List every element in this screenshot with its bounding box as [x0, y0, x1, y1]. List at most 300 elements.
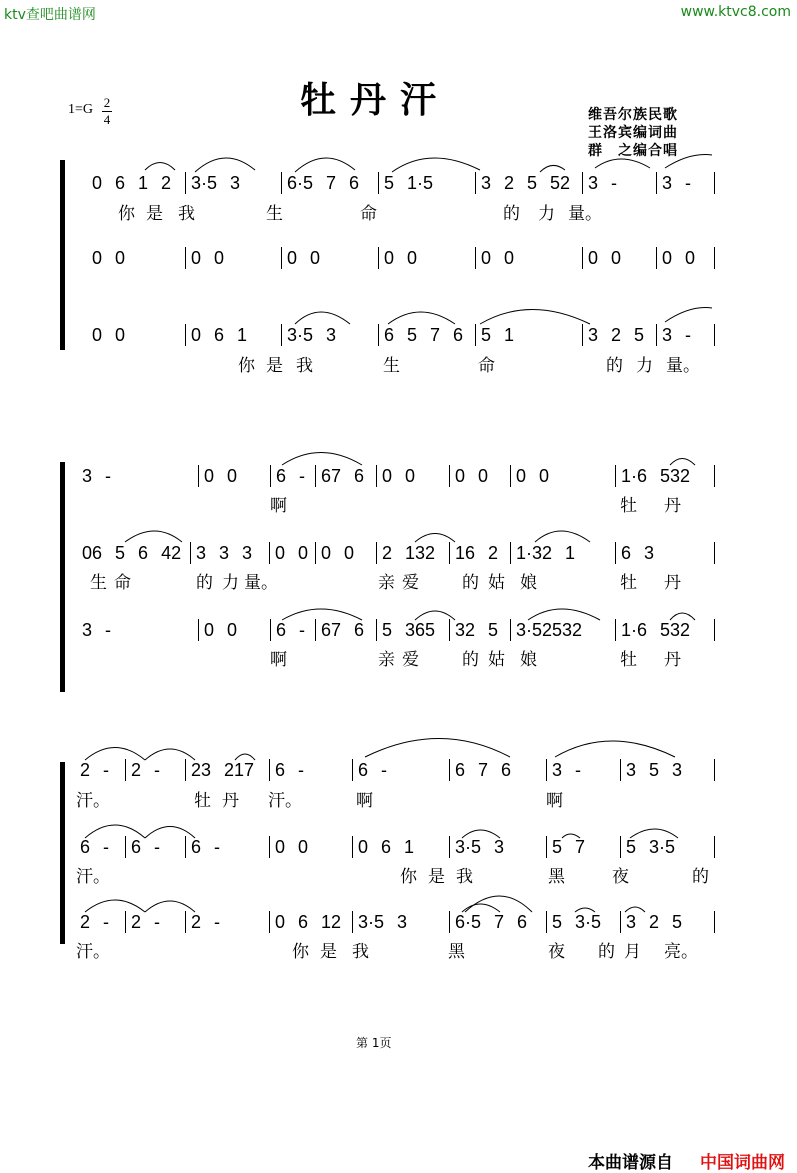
bar-line: [376, 465, 377, 487]
measure: [662, 324, 691, 346]
measure: [131, 836, 160, 858]
bar-line: [582, 324, 583, 346]
lyric-syllable: 力: [636, 356, 653, 376]
note-group: 0: [298, 543, 309, 563]
lyric-syllable: 月: [624, 942, 641, 962]
bar-line: [714, 911, 715, 933]
lyric-syllable: 啊: [546, 791, 563, 811]
measure: [287, 247, 320, 269]
note-group: 3: [326, 325, 337, 345]
note-group: 0: [588, 248, 599, 268]
lyric-syllable: 的: [462, 573, 479, 593]
measure: [552, 911, 601, 933]
bar-line: [582, 247, 583, 269]
note-group: -: [299, 620, 306, 640]
lyric-syllable: 丹: [664, 650, 681, 670]
bar-line: [269, 911, 270, 933]
note-group: -: [103, 760, 110, 780]
bar-line: [269, 759, 270, 781]
bar-line: [714, 836, 715, 858]
measure: [626, 911, 682, 933]
bar-line: [449, 619, 450, 641]
note-group: 0: [191, 248, 202, 268]
measure: [92, 247, 125, 269]
lyric-syllable: 牡: [194, 791, 211, 811]
bar-line: [352, 759, 353, 781]
lyric-syllable: 的: [196, 573, 213, 593]
measure: [191, 836, 220, 858]
measure: [131, 911, 160, 933]
note-group: 3: [552, 760, 563, 780]
measure: [455, 542, 498, 564]
note-group: 3·5: [649, 837, 676, 857]
measure: [662, 172, 691, 194]
note-group: 3·5: [455, 837, 482, 857]
note-group: 3: [481, 173, 492, 193]
note-group: 6: [358, 760, 369, 780]
note-group: 0: [115, 248, 126, 268]
measure: [588, 172, 617, 194]
bar-line: [270, 619, 271, 641]
note-group: 132: [405, 543, 436, 563]
note-group: 42: [161, 543, 182, 563]
lyric-syllable: 的: [598, 942, 615, 962]
note-group: 2: [649, 912, 660, 932]
bar-line: [376, 619, 377, 641]
bar-line: [185, 324, 186, 346]
note-group: 5: [672, 912, 683, 932]
note-group: 23: [191, 760, 212, 780]
note-group: 0: [275, 837, 286, 857]
measure: [621, 465, 690, 487]
lyric-syllable: 生: [383, 356, 400, 376]
lyric-syllable: 你: [400, 867, 417, 887]
note-group: 0: [227, 466, 238, 486]
note-group: 6: [131, 837, 142, 857]
note-group: 6: [455, 760, 466, 780]
note-group: 3: [588, 173, 599, 193]
bar-line: [714, 619, 715, 641]
note-group: 3·5: [358, 912, 385, 932]
note-group: -: [154, 912, 161, 932]
note-group: -: [298, 760, 305, 780]
note-group: 0: [191, 325, 202, 345]
lyric-syllable: 命: [360, 204, 377, 224]
bar-line: [315, 619, 316, 641]
lyric-syllable: 牡: [620, 650, 637, 670]
note-group: 3·5: [575, 912, 602, 932]
note-group: 1·32: [516, 543, 553, 563]
measure: [204, 619, 237, 641]
note-group: -: [103, 837, 110, 857]
note-group: 3: [82, 466, 93, 486]
measure: [80, 911, 109, 933]
note-group: 6: [349, 173, 360, 193]
bar-line: [352, 911, 353, 933]
bar-line: [475, 247, 476, 269]
lyric-syllable: 你: [238, 356, 255, 376]
note-group: 2: [382, 543, 393, 563]
measure: [131, 759, 160, 781]
note-group: 67: [321, 620, 342, 640]
bar-line: [449, 836, 450, 858]
bar-line: [281, 324, 282, 346]
note-group: 7: [494, 912, 505, 932]
note-group: 6·5: [287, 173, 314, 193]
bar-line: [281, 247, 282, 269]
note-group: -: [214, 912, 221, 932]
lyric-syllable: 爱: [402, 573, 419, 593]
note-group: 7: [478, 760, 489, 780]
lyric-syllable: 力: [222, 573, 239, 593]
measure: [552, 759, 581, 781]
measure: [455, 759, 511, 781]
measure: [191, 911, 220, 933]
note-group: -: [103, 912, 110, 932]
lyric-syllable: 夜: [548, 942, 565, 962]
note-group: 5: [481, 325, 492, 345]
note-group: 3: [662, 173, 673, 193]
lyric-syllable: 娘: [520, 650, 537, 670]
note-group: 0: [384, 248, 395, 268]
note-group: 3: [397, 912, 408, 932]
lyric-syllable: 是: [146, 204, 163, 224]
measure: [455, 911, 527, 933]
bar-line: [378, 172, 379, 194]
note-group: 6: [501, 760, 512, 780]
lyric-syllable: 丹: [664, 573, 681, 593]
lyric-syllable: 丹: [664, 496, 681, 516]
note-group: 0: [214, 248, 225, 268]
note-group: 532: [660, 466, 691, 486]
note-group: 0: [92, 173, 103, 193]
bar-line: [510, 619, 511, 641]
lyric-syllable: 啊: [270, 650, 287, 670]
measure: [321, 619, 364, 641]
measure: [92, 324, 125, 346]
note-group: 3: [219, 543, 230, 563]
note-group: 5: [649, 760, 660, 780]
note-group: 0: [92, 248, 103, 268]
bar-line: [615, 542, 616, 564]
note-group: 2: [80, 912, 91, 932]
measure: [662, 247, 695, 269]
note-group: 5: [626, 837, 637, 857]
measure: [481, 172, 570, 194]
note-group: 2: [80, 760, 91, 780]
lyric-syllable: 我: [352, 942, 369, 962]
note-group: 6: [381, 837, 392, 857]
measure: [626, 759, 682, 781]
measure: [384, 247, 417, 269]
measure: [588, 247, 621, 269]
measure: [626, 836, 675, 858]
bar-line: [352, 836, 353, 858]
bar-line: [714, 465, 715, 487]
note-group: 2: [131, 912, 142, 932]
measure: [276, 465, 305, 487]
bar-line: [125, 911, 126, 933]
lyric-syllable: 我: [456, 867, 473, 887]
song-title: 牡丹汗: [300, 79, 451, 121]
note-group: 2: [131, 760, 142, 780]
note-group: 6: [354, 466, 365, 486]
lyric-syllable: 的: [462, 650, 479, 670]
bar-line: [185, 247, 186, 269]
lyric-syllable: 我: [296, 356, 313, 376]
measure: [358, 759, 387, 781]
note-group: 6: [276, 466, 287, 486]
site-url-link[interactable]: www.ktvc8.com: [680, 4, 791, 20]
note-group: 3: [82, 620, 93, 640]
bar-line: [615, 465, 616, 487]
bar-line: [546, 911, 547, 933]
note-group: 0: [287, 248, 298, 268]
bar-line: [620, 836, 621, 858]
note-group: 3: [662, 325, 673, 345]
note-group: 3: [626, 760, 637, 780]
lyric-syllable: 的: [692, 867, 709, 887]
note-group: 3: [242, 543, 253, 563]
note-group: -: [154, 837, 161, 857]
note-group: 2: [191, 912, 202, 932]
lyric-syllable: 汗。: [76, 791, 110, 811]
measure: [516, 619, 582, 641]
note-group: 0: [310, 248, 321, 268]
note-group: 0: [455, 466, 466, 486]
note-group: 532: [660, 620, 691, 640]
note-group: 0: [115, 325, 126, 345]
note-group: 5: [527, 173, 538, 193]
lyric-syllable: 我: [178, 204, 195, 224]
note-group: 0: [407, 248, 418, 268]
note-group: 3: [230, 173, 241, 193]
bar-line: [315, 465, 316, 487]
note-group: 0: [405, 466, 416, 486]
note-group: 0: [204, 466, 215, 486]
lyric-syllable: 你: [292, 942, 309, 962]
note-group: 1: [504, 325, 515, 345]
measure: [80, 836, 109, 858]
lyric-syllable: 姑: [488, 573, 505, 593]
lyric-syllable: 是: [266, 356, 283, 376]
note-group: 52: [550, 173, 571, 193]
note-group: -: [575, 760, 582, 780]
bar-line: [449, 465, 450, 487]
note-group: 0: [516, 466, 527, 486]
note-group: 0: [92, 325, 103, 345]
note-group: 6: [298, 912, 309, 932]
note-group: 0: [275, 912, 286, 932]
note-group: 0: [227, 620, 238, 640]
measure: [384, 324, 463, 346]
note-group: -: [685, 173, 692, 193]
note-group: 0: [344, 543, 355, 563]
note-group: 2: [161, 173, 172, 193]
meter-bottom: 4: [103, 112, 111, 127]
bar-line: [449, 911, 450, 933]
lyric-syllable: 生: [266, 204, 283, 224]
measure: [358, 836, 414, 858]
bar-line: [546, 836, 547, 858]
lyric-syllable: 命: [114, 573, 131, 593]
note-group: 6: [115, 173, 126, 193]
note-group: 3: [196, 543, 207, 563]
bar-line: [714, 324, 715, 346]
key-signature: 1=G: [68, 102, 94, 117]
measure: [588, 324, 644, 346]
lyric-syllable: 你: [118, 204, 135, 224]
note-group: -: [105, 620, 112, 640]
bar-line: [656, 172, 657, 194]
note-group: -: [611, 173, 618, 193]
measure: [321, 542, 354, 564]
note-group: 6: [275, 760, 286, 780]
lyric-syllable: 量。: [244, 573, 278, 593]
lyric-syllable: 汗。: [268, 791, 302, 811]
bar-line: [198, 465, 199, 487]
measure: [82, 465, 111, 487]
bar-line: [510, 465, 511, 487]
bar-line: [582, 172, 583, 194]
note-group: 3: [626, 912, 637, 932]
bar-line: [185, 759, 186, 781]
source-site-link[interactable]: 中国词曲网: [700, 1153, 785, 1173]
bar-line: [198, 619, 199, 641]
bar-line: [185, 836, 186, 858]
note-group: 67: [321, 466, 342, 486]
page-number: 第 1页: [356, 1036, 392, 1050]
note-group: 6: [354, 620, 365, 640]
note-group: 6·5: [455, 912, 482, 932]
bar-line: [125, 836, 126, 858]
note-group: 7: [430, 325, 441, 345]
note-group: 5: [115, 543, 126, 563]
note-group: 3·5: [191, 173, 218, 193]
measure: [275, 542, 308, 564]
measure: [275, 836, 308, 858]
bar-line: [378, 247, 379, 269]
note-group: 6: [384, 325, 395, 345]
credit-origin: 维吾尔族民歌: [588, 107, 678, 123]
note-group: 6: [621, 543, 632, 563]
lyric-syllable: 是: [428, 867, 445, 887]
note-group: -: [214, 837, 221, 857]
note-group: 2: [504, 173, 515, 193]
measure: [621, 542, 654, 564]
note-group: -: [381, 760, 388, 780]
lyric-syllable: 黑: [448, 942, 465, 962]
bar-line: [185, 172, 186, 194]
lyric-syllable: 夜: [612, 867, 629, 887]
measure: [481, 247, 514, 269]
lyric-syllable: 亲: [378, 573, 395, 593]
bar-line: [315, 542, 316, 564]
note-group: 0: [321, 543, 332, 563]
bar-line: [546, 759, 547, 781]
note-group: 5: [407, 325, 418, 345]
bar-line: [269, 542, 270, 564]
measure: [276, 619, 305, 641]
measure: [92, 172, 171, 194]
note-group: 6: [517, 912, 528, 932]
note-group: 3: [644, 543, 655, 563]
measure: [80, 759, 109, 781]
measure: [516, 465, 549, 487]
lyric-syllable: 汗。: [76, 942, 110, 962]
note-group: 0: [504, 248, 515, 268]
note-group: 16: [455, 543, 476, 563]
note-group: 3·5: [287, 325, 314, 345]
note-group: 2: [611, 325, 622, 345]
note-group: 6: [453, 325, 464, 345]
measure: [384, 172, 433, 194]
note-group: 1: [565, 543, 576, 563]
lyric-syllable: 量。: [666, 356, 700, 376]
note-group: 5: [552, 837, 563, 857]
lyric-syllable: 啊: [356, 791, 373, 811]
lyric-syllable: 姑: [488, 650, 505, 670]
note-group: 0: [481, 248, 492, 268]
lyric-syllable: 力: [538, 204, 555, 224]
note-group: 5: [634, 325, 645, 345]
note-group: 0: [298, 837, 309, 857]
meter-top: 2: [103, 95, 111, 110]
lyric-syllable: 黑: [548, 867, 565, 887]
bar-line: [185, 911, 186, 933]
measure: [621, 619, 690, 641]
lyric-syllable: 量。: [568, 204, 602, 224]
bar-line: [449, 542, 450, 564]
lyric-syllable: 生: [90, 573, 107, 593]
bar-line: [269, 836, 270, 858]
note-group: 365: [405, 620, 436, 640]
note-group: 6: [80, 837, 91, 857]
note-group: 1·6: [621, 620, 648, 640]
lyric-syllable: 的: [606, 356, 623, 376]
note-group: 1: [237, 325, 248, 345]
note-group: 3: [672, 760, 683, 780]
lyric-syllable: 亲: [378, 650, 395, 670]
note-group: 6: [138, 543, 149, 563]
note-group: 5: [382, 620, 393, 640]
site-name-link[interactable]: ktv查吧曲谱网: [4, 7, 96, 23]
measure: [191, 247, 224, 269]
credit-arranger: 群 之编合唱: [588, 143, 678, 159]
measure: [481, 324, 514, 346]
note-group: 1: [404, 837, 415, 857]
note-group: 5: [488, 620, 499, 640]
note-group: 1·5: [407, 173, 434, 193]
lyric-syllable: 的: [503, 204, 520, 224]
measure: [275, 759, 304, 781]
lyric-syllable: 牡: [620, 573, 637, 593]
measure: [382, 619, 435, 641]
note-group: 2: [488, 543, 499, 563]
note-group: 0: [478, 466, 489, 486]
bar-line: [270, 465, 271, 487]
note-group: 1·6: [621, 466, 648, 486]
bar-line: [656, 324, 657, 346]
note-group: 12: [321, 912, 342, 932]
bar-line: [510, 542, 511, 564]
source-label: 本曲谱源自: [588, 1153, 673, 1173]
bar-line: [475, 172, 476, 194]
note-group: 5: [552, 912, 563, 932]
lyric-syllable: 啊: [270, 496, 287, 516]
measure: [191, 324, 247, 346]
measure: [455, 465, 488, 487]
